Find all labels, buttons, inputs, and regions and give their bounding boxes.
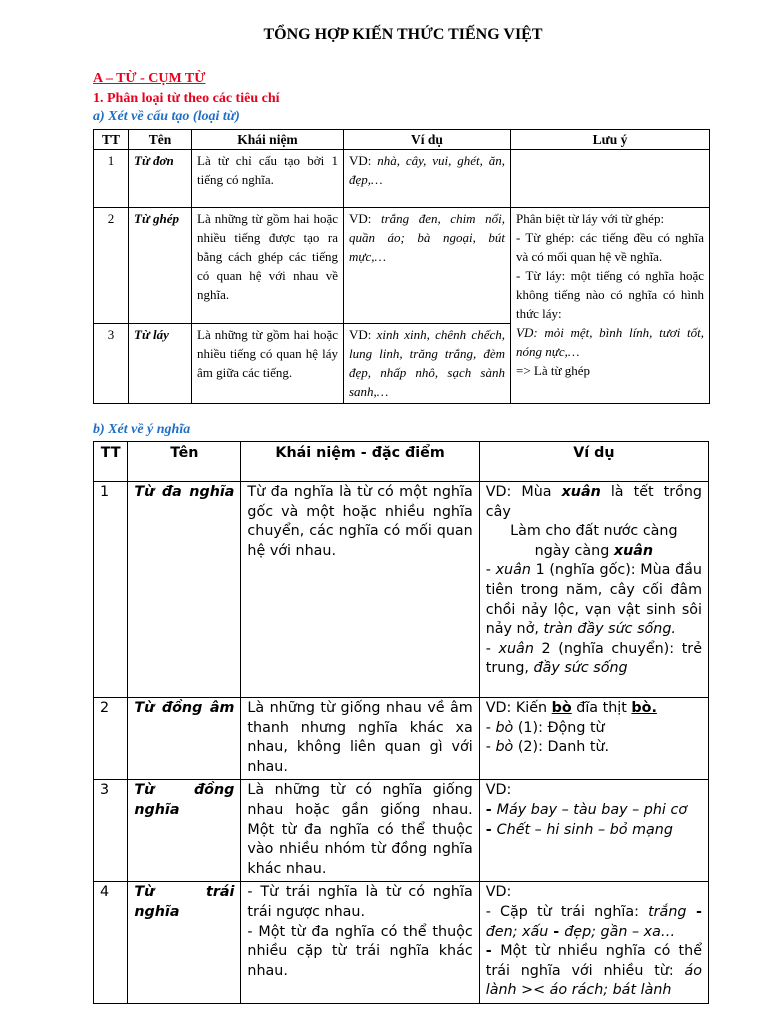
example-synonyms: Chết – hi sinh – bỏ mạng [496,821,673,838]
example-text: ngày càng [534,542,614,559]
example-text: tràn đầy sức sống. [543,621,676,638]
example-keyword: bò [551,700,572,716]
example-prefix: VD: [349,211,381,226]
header-name: Tên [128,442,241,482]
example-text: - [485,562,496,579]
example-text: - [485,801,497,818]
concept-line: - Một từ đa nghĩa có thể thuộc nhiều cặp từ trái nghĩa khác nhau. [247,923,473,979]
note-cell [511,208,710,404]
example-keyword: bò [495,719,514,736]
row-number: 1 [94,482,128,698]
example-synonyms: Máy bay – tàu bay – phi cơ [496,801,688,818]
concept-cell [241,882,479,1004]
example-text: - [485,943,501,960]
example-keyword: trắng [648,903,687,920]
example-keyword: xuân [613,542,654,559]
note-cell-empty [511,150,710,208]
example-text: xinh xinh, chênh chếch, lung linh, trăng trắng, đèm đẹp, nhấp nhô, sạch sành sanh,… [349,327,505,399]
word-meaning-table [93,441,709,1004]
word-structure-table [93,129,710,404]
example-keyword: đẹp; gần – xa… [564,923,676,940]
example-line [486,942,702,1001]
example-line [486,781,702,801]
concept-cell: Là những từ giống nhau về âm thanh nhưng nghĩa khác xa nhau, không liên quan gì với nhau. [241,698,479,780]
concept-cell: Từ đa nghĩa là từ có một nghĩa gốc và một hoặc nhiều nghĩa chuyển, các nghĩa có mối quan hệ với nhau. [241,482,479,698]
example-text: 2 (nghĩa chuyển): trẻ trung, [485,640,702,677]
example-text: - [485,821,497,838]
example-keyword: bò [495,739,514,756]
note-example: VD: mỏi mệt, bình lính, tươi tốt, nóng nực,… [516,325,704,359]
example-text: là tết trồng cây [485,484,702,520]
example-text: trắng đen, chim nổi, quần áo; bà ngoại, bút mực,… [349,211,506,264]
example-text: - [485,739,496,756]
header-example: Ví dụ [479,442,708,482]
subsection-a-heading: a) Xét về cấu tạo (loại từ) [93,109,240,124]
example-text: - [686,903,702,920]
note-line: Phân biệt từ láy với từ ghép: [516,211,665,226]
example-line [486,542,702,562]
table-row [94,698,709,780]
example-line [486,483,702,522]
example-cell [344,150,511,208]
example-cell [479,482,708,698]
example-line [486,522,702,542]
header-tt: TT [94,130,129,150]
header-note: Lưu ý [511,130,710,150]
example-text: VD: Mùa [485,484,562,500]
note-line: - Từ ghép: các tiếng đều có nghĩa và có mối quan hệ về nghĩa. [516,230,704,264]
concept-line: - Từ trái nghĩa là từ có nghĩa trái ngược nhau. [247,884,473,920]
word-type-name: Từ đơn [129,150,192,208]
example-keyword: xuân [561,484,601,500]
note-line: - Từ láy: một tiếng có nghĩa hoặc không tiếng nào có nghĩa có hình thức láy: [516,268,704,321]
example-line [486,699,702,719]
table-row [94,208,710,324]
example-text: nhà, cây, vui, ghét, ăn, đẹp,… [349,153,505,187]
concept-cell: Là những từ gồm hai hoặc nhiều tiếng được tạo ra bằng cách ghép các tiếng có quan hệ với nhau về nghĩa. [192,208,344,324]
note-conclusion: => Là từ ghép [516,363,591,378]
example-line [486,640,702,679]
section-1-heading: 1. Phân loại từ theo các tiêu chí [93,91,280,106]
table-row [94,780,709,882]
example-text: VD: [485,884,512,901]
concept-cell: Là những từ có nghĩa giống nhau hoặc gần giống nhau. Một từ đa nghĩa có thể thuộc vào nhiều nhóm từ đồng nghĩa khác nhau. [241,780,479,882]
example-text: - [485,719,496,736]
example-text: 1 (nghĩa gốc): Mùa đầu tiên trong năm, cây cối đâm chồi nảy lộc, vạn vật sinh sôi nảy nở, [485,562,702,638]
header-tt: TT [94,442,128,482]
header-name: Tên [129,130,192,150]
row-number: 4 [94,882,128,1004]
example-keyword: xuân [498,640,534,657]
table-row [94,150,710,208]
row-number: 2 [94,698,128,780]
word-type-name: Từ láy [129,324,192,404]
example-text: (2): Danh từ. [513,739,610,756]
table-header-row [94,130,710,150]
subsection-b-heading: b) Xét về ý nghĩa [93,422,191,437]
word-type-name: Từ đồng nghĩa [128,780,241,882]
word-type-name: Từ đồng âm [128,698,241,780]
example-cell [479,882,708,1004]
word-type-name: Từ ghép [129,208,192,324]
example-line [486,903,702,942]
concept-cell: Là từ chỉ cấu tạo bởi 1 tiếng có nghĩa. [192,150,344,208]
example-text: - Cặp từ trái nghĩa: [485,903,649,920]
example-text: (1): Động từ [513,719,605,736]
word-type-name: Từ đa nghĩa [128,482,241,698]
example-text: - [485,640,499,657]
example-prefix: VD: [349,327,377,342]
example-line [486,738,702,758]
word-type-name: Từ trái nghĩa [128,882,241,1004]
example-prefix: VD: [349,153,378,168]
table-row [94,482,709,698]
example-keyword: xuân [495,562,531,579]
table-row [94,882,709,1004]
example-text: VD: [485,782,512,799]
header-concept: Khái niệm [192,130,344,150]
row-number: 3 [94,324,129,404]
row-number: 2 [94,208,129,324]
row-number: 3 [94,780,128,882]
section-a-heading: A – TỪ - CỤM TỪ [93,71,206,86]
example-text: Làm cho đất nước càng [510,523,678,540]
example-text: đĩa thịt [571,700,632,716]
example-keyword: đen; xấu [485,923,549,940]
example-cell [479,698,708,780]
example-text: đầy sức sống [533,660,628,677]
example-line [486,561,702,639]
example-text: Một từ nhiều nghĩa có thể trái nghĩa với nhiều từ: [485,943,702,979]
example-line [486,821,702,841]
table-header-row [94,442,709,482]
header-concept: Khái niệm - đặc điểm [241,442,479,482]
example-keyword: áo lành >< áo rách; bát lành [485,962,702,999]
example-cell [344,324,511,404]
example-text: VD: Kiến [485,700,552,716]
example-line [486,719,702,739]
header-example: Ví dụ [344,130,511,150]
row-number: 1 [94,150,129,208]
example-line [486,883,702,903]
example-line [486,801,702,821]
example-text: - [548,923,565,940]
example-keyword: bò. [631,700,657,716]
concept-cell: Là những từ gồm hai hoặc nhiều tiếng có quan hệ láy âm giữa các tiếng. [192,324,344,404]
document-title: TỔNG HỢP KIẾN THỨC TIẾNG VIỆT [263,26,543,43]
example-cell [479,780,708,882]
example-cell [344,208,511,324]
